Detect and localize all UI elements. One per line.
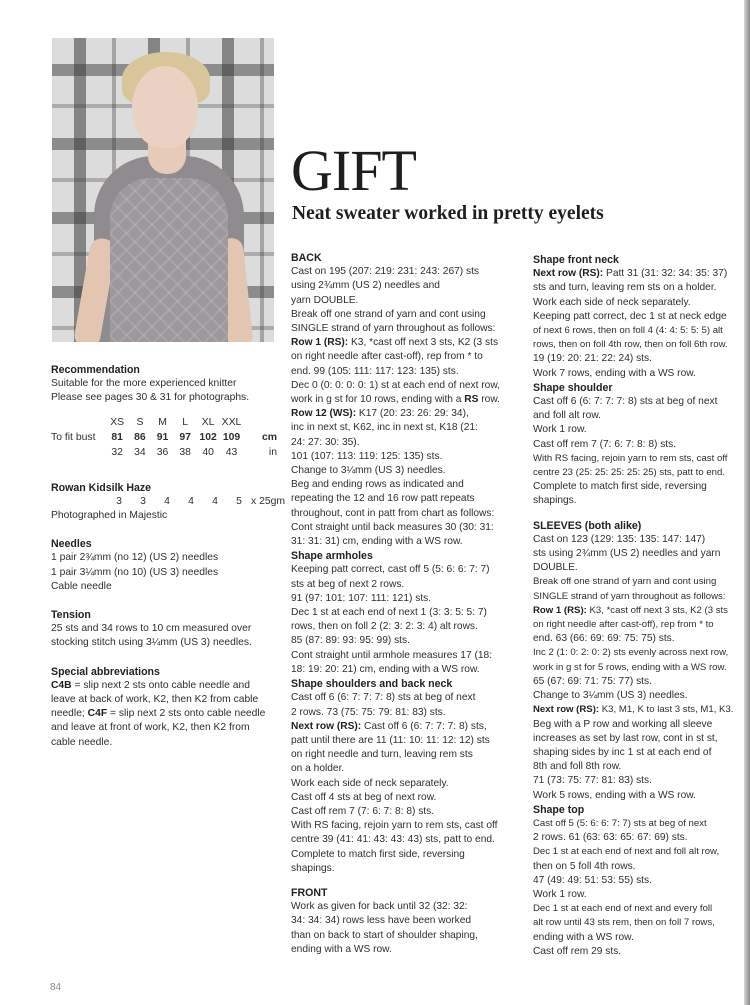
tension-line: stocking stitch using 3¼mm (US 3) needles. [51,637,252,649]
bust-in: 43 [225,447,238,458]
instruction-line [533,604,749,618]
instruction-line: Cast off 6 (6: 7: 7: 7: 8) sts at beg of next [291,692,476,704]
instruction-line: 2 rows. 61 (63: 63: 65: 67: 69) sts. [533,832,688,844]
abbr-text: = slip next 2 sts onto cable needle [107,708,266,720]
instruction-line: 85 (87: 89: 93: 95: 99) sts. [291,635,410,647]
size-label: S [136,417,144,428]
instruction-line: Dec 1 st at each end of next and foll alt row, [533,846,720,858]
instruction-line: end. 99 (105: 111: 117: 123: 135) sts. [291,365,459,377]
row-label: Next row (RS): [533,268,604,280]
in-unit: in [268,447,277,458]
instruction-line: than on back to start of shoulder shaping, [291,929,478,941]
instruction-line: increases as set by last row, cont in st st, [533,732,718,744]
instruction-line: Cast off 5 (5: 6: 6: 7: 7) sts at beg of next [533,817,707,829]
instruction-line: centre 39 (41: 41: 43: 43: 43) sts, patt to end. [291,834,495,846]
bust-cm: 91 [156,432,169,443]
page-number: 84 [50,982,62,993]
row-label: Row 1 (RS): [533,604,587,616]
tension-line: 25 sts and 34 rows to 10 cm measured over [51,623,252,635]
row-text: K3, *cast off next 3 sts, K2 (3 sts [348,337,499,349]
instruction-line: work in g st for 5 rows, ending with a WS row. [533,661,727,673]
abbr-text: = slip next 2 sts onto cable needle and [71,679,250,691]
instruction-line: With RS facing, rejoin yarn to rem sts, cast off [533,452,728,464]
yarn-unit: x 25gm [251,495,286,507]
instruction-line [291,393,521,407]
abbreviation-line: leave at back of work, K2, then K2 from cable [51,694,259,706]
instruction-line: Change to 3¼mm (US 3) needles. [291,465,446,477]
instruction-line: end. 63 (66: 69: 69: 75: 75) sts. [533,633,675,645]
instruction-line: 91 (97: 101: 107: 111: 121) sts. [291,592,432,604]
bust-cm: 97 [179,432,191,443]
yarn-qty: 4 [164,495,170,507]
size-table [51,416,277,461]
instruction-line: Beg and ending rows as indicated and [291,479,464,491]
bust-in: 38 [179,447,191,458]
bust-in: 32 [111,447,123,458]
instruction-line: Keeping patt correct, dec 1 st at neck edge [533,310,727,322]
instruction-line: shaping sides by inc 1 st at each end of [533,746,712,758]
instruction-line: sts at beg of next 2 rows. [291,578,405,590]
pattern-title: GIFT [291,138,416,203]
yarn-quantities [51,495,286,509]
instruction-line: Cast off 4 sts at beg of next row. [291,791,437,803]
instruction-line: using 2¾mm (US 2) needles and [291,280,440,292]
front-neck-heading: Shape front neck [533,254,619,266]
instruction-line: shapings. [291,862,335,874]
photo-sweater-body [110,178,228,342]
instruction-line: patt until there are 11 (11: 10: 11: 12: 12) sts [291,734,490,746]
row-label: Next row (RS): [291,720,362,732]
abbreviation-line: cable needle. [51,736,113,748]
instruction-line: on right needle after cast-off), rep from * to [291,351,483,363]
instruction-line: Work as given for back until 32 (32: 32: [291,901,468,913]
instruction-line: Dec 1 st at each end of next 1 (3: 3: 5: 5: 7) [291,607,487,619]
instruction-line: Work 1 row. [533,424,587,436]
instruction-line: centre 23 (25: 25: 25: 25: 25) sts, patt to end. [533,467,725,479]
instruction-line: Work 7 rows, ending with a WS row. [533,367,696,379]
instruction-line: Dec 0 (0: 0: 0: 0: 1) st at each end of next row, [291,379,500,391]
instruction-line: Complete to match first side, reversing [291,848,465,860]
instruction-line: 31: 31: 31) cm, ending with a WS row. [291,536,463,548]
column-back-front [291,251,521,957]
recommendation-line: Please see pages 30 & 31 for photographs. [51,392,250,404]
instruction-line: Inc 2 (1: 0: 2: 0: 2) sts evenly across next row, [533,647,729,659]
instruction-line: 18: 19: 20: 21) cm, ending with a WS row. [291,663,480,675]
instruction-line: 47 (49: 49: 51: 53: 55) sts. [533,874,652,886]
size-label: M [158,417,167,428]
abbr-c4b: C4B [51,679,72,691]
instruction-line: throughout, cont in patt from chart as follows: [291,507,495,519]
row-text: K3, *cast off next 3 sts, K2 (3 sts [586,604,728,616]
bust-label: To fit bust [51,432,96,443]
size-label: XS [110,417,125,428]
instruction-line: SINGLE strand of yarn throughout as follows: [291,323,496,335]
model-photo [52,38,274,342]
instruction-line: 71 (73: 75: 77: 81: 83) sts. [533,775,652,787]
photo-face [132,66,198,148]
abbreviation-line: and leave at front of work, K2, then K2 from [51,722,250,734]
instruction-line: Cast on 123 (129: 135: 135: 147: 147) [533,533,706,545]
instruction-line: DOUBLE. [533,562,578,574]
instruction-line: Work 5 rows, ending with a WS row. [533,789,696,801]
yarn-qty: 5 [236,495,242,507]
bust-cm: 102 [199,432,217,443]
instruction-line: Work each side of neck separately. [291,777,449,789]
column-neck-sleeves [533,253,749,959]
instruction-line: Dec 1 st at each end of next and every foll [533,903,713,915]
row-text: K3, M1, K to last 3 sts, M1, K3. [599,704,734,716]
abbreviations-heading: Special abbreviations [51,665,160,678]
instruction-line: Cast off rem 7 (7: 6: 7: 8: 8) sts. [291,805,435,817]
instruction-line: 2 rows. 73 (75: 75: 79: 81: 83) sts. [291,706,446,718]
bust-in: 34 [134,447,146,458]
instruction-line: on right needle and turn, leaving rem sts [291,749,473,761]
instruction-line: Cont straight until back measures 30 (30: 31: [291,521,494,533]
instruction-line: 101 (107: 113: 119: 125: 135) sts. [291,450,443,462]
yarn-heading: Rowan Kidsilk Haze [51,481,152,494]
instruction-line: Beg with a P row and working all sleeve [533,718,713,730]
instruction-line: sts using 2¾mm (US 2) needles and yarn [533,548,721,560]
abbr-c4f: C4F [87,708,108,720]
instruction-line: Work each side of neck separately. [533,296,691,308]
instruction-line [533,267,749,281]
instruction-line: Keeping patt correct, cast off 5 (5: 6: 6: 7: 7) [291,564,490,576]
row-text: work in g st for 10 rows, ending with a [291,394,465,406]
instruction-line: Cont straight until armhole measures 17 (18: [291,649,493,661]
instruction-line: then on 5 foll 4th rows. [533,860,636,872]
instruction-line: Work 1 row. [533,888,587,900]
recommendation-line: Suitable for the more experienced knitter [51,378,237,390]
instruction-line: Cast off rem 29 sts. [533,945,622,957]
instruction-line: Break off one strand of yarn and cont using [533,576,717,588]
instruction-line: Cast off rem 7 (7: 6: 7: 8: 8) sts. [533,438,677,450]
row-text: row. [478,394,500,406]
pattern-subtitle: Neat sweater worked in pretty eyelets [292,203,604,224]
instruction-line: on a holder. [291,763,345,775]
row-label: Row 1 (RS): [291,337,349,349]
row-label: Next row (RS): [533,704,600,716]
top-heading: Shape top [533,803,585,816]
size-labels-row [51,416,277,431]
bust-cm-row [51,431,277,446]
instruction-line: of next 6 rows, then on foll 4 (4: 4: 5: 5: 5) alt [533,325,723,337]
needles-line: 1 pair 3¼mm (no 10) (US 3) needles [51,566,219,578]
instruction-line: Complete to match first side, reversing [533,481,707,493]
instruction-line: SINGLE strand of yarn throughout as follows: [533,590,726,602]
needles-heading: Needles [51,538,92,551]
instruction-line: Change to 3¼mm (US 3) needles. [533,690,688,702]
instruction-line: sts and turn, leaving rem sts on a holder. [533,282,717,294]
yarn-note: Photographed in Majestic [51,510,168,522]
instruction-line: shapings. [533,495,577,507]
row-text: Patt 31 (31: 32: 34: 35: 37) [603,268,728,280]
tension-heading: Tension [51,609,91,622]
instruction-line: alt row until 43 sts rem, then on foll 7 rows, [533,917,715,929]
bust-cm: 81 [111,432,123,443]
shoulders-back-heading: Shape shoulders and back neck [291,678,453,691]
instruction-line: 34: 34: 34) rows less have been worked [291,915,472,927]
yarn-qty: 3 [140,495,146,507]
instruction-line: Cast on 195 (207: 219: 231: 243: 267) sts [291,266,480,278]
instruction-line: ending with a WS row. [291,943,392,955]
abbreviation-line [51,707,277,721]
instruction-line: Cast off 6 (6: 7: 7: 7: 8) sts at beg of next [533,396,718,408]
size-label: XL [201,417,215,428]
instruction-line: With RS facing, rejoin yarn to rem sts, cast off [291,820,498,832]
armholes-heading: Shape armholes [291,550,373,563]
abbr-text: needle; [51,708,88,720]
column-materials [51,363,286,750]
yarn-qty: 4 [188,495,194,507]
bust-cm: 109 [222,432,241,443]
instruction-line: repeating the 12 and 16 row patt repeats [291,493,475,505]
instruction-line: rows, then on foll 4th row, then on foll 6th row. [533,339,728,351]
instruction-line: on right needle after cast-off), rep from * to [533,619,714,631]
recommendation-heading: Recommendation [51,364,140,376]
instruction-line: 19 (19: 20: 21: 22: 24) sts. [533,353,652,365]
shoulder-heading: Shape shoulder [533,381,613,394]
instruction-line [291,407,521,421]
abbreviation-line [51,679,277,693]
yarn-qty: 4 [212,495,218,507]
cm-unit: cm [261,432,277,443]
row-text: K17 (20: 23: 26: 29: 34), [356,408,469,420]
sleeves-heading: SLEEVES (both alike) [533,519,642,532]
yarn-qty: 3 [116,495,122,507]
size-label: L [182,417,189,428]
instruction-line: and foll alt row. [533,410,601,422]
bust-cm: 86 [134,432,146,443]
size-label: XXL [221,417,242,428]
instruction-line: 8th and foll 8th row. [533,761,622,773]
instruction-line [533,703,749,717]
needles-line: 1 pair 2¾mm (no 12) (US 2) needles [51,552,219,564]
instruction-line: rows, then on foll 2 (2: 3: 2: 3: 4) alt rows. [291,621,478,633]
bust-in: 36 [156,447,169,458]
instruction-line: yarn DOUBLE. [291,294,359,306]
bust-in-row [51,446,277,461]
bust-in: 40 [202,447,214,458]
instruction-line [291,720,521,734]
instruction-line: ending with a WS row. [533,931,634,943]
back-heading: BACK [291,252,322,264]
instruction-line: inc in next st, K62, inc in next st, K18 (21: [291,422,478,434]
instruction-line: 65 (67: 69: 71: 75: 77) sts. [533,675,652,687]
instruction-line: Break off one strand of yarn and cont using [291,308,486,320]
rs-label: RS [464,394,479,406]
front-heading: FRONT [291,886,328,899]
needles-line: Cable needle [51,580,112,592]
row-text: Cast off 6 (6: 7: 7: 7: 8) sts, [361,720,487,732]
instruction-line: 24: 27: 30: 35). [291,436,360,448]
instruction-line [291,336,521,350]
row-label: Row 12 (WS): [291,408,357,420]
